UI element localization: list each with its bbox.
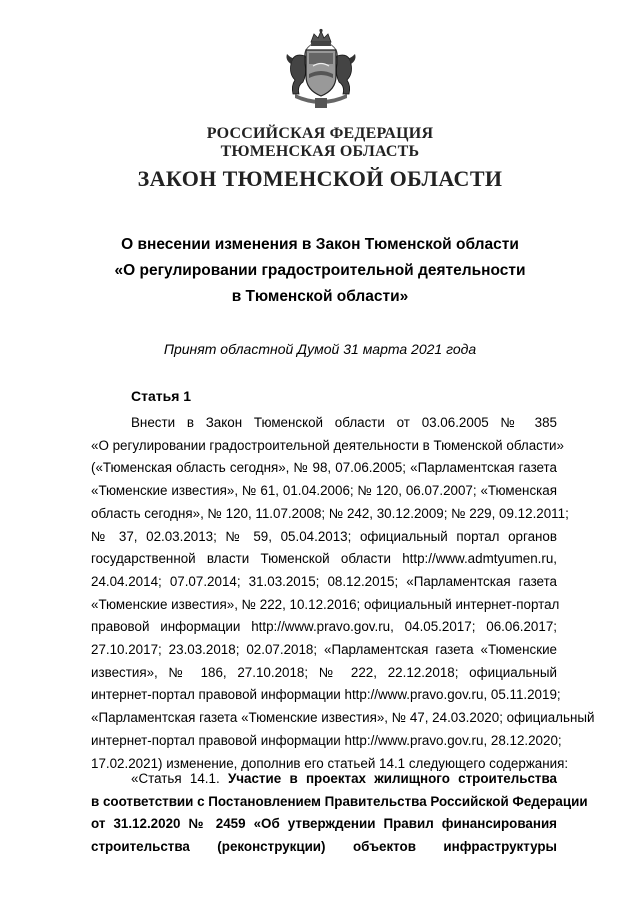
law-title-line-2: «О регулировании градостроительной деятельности <box>114 262 526 279</box>
body-line: область сегодня», № 120, 11.07.2008; № 242, 30.12.2009; № 229, 09.12.2011; <box>91 505 569 521</box>
body-line: № 37, 02.03.2013; № 59, 05.04.2013; официальный портал органов <box>91 528 557 544</box>
header-law-title: ЗАКОН ТЮМЕНСКОЙ ОБЛАСТИ <box>137 166 503 191</box>
body-line: 27.10.2017; 23.03.2018; 02.07.2018; «Парламентская газета «Тюменские <box>91 642 557 658</box>
quote-line: от 31.12.2020 № 2459 «Об утверждении Правил финансирования <box>91 816 557 832</box>
body-line: правовой информации http://www.pravo.gov.ru, 04.05.2017; 06.06.2017; <box>91 619 557 635</box>
body-line: Внести в Закон Тюменской области от 03.06.2005 № 385 <box>131 415 557 430</box>
quote-line: строительства (реконструкции) объектов инфраструктуры <box>91 839 557 855</box>
adoption-date: Принят областной Думой 31 марта 2021 года <box>163 341 477 357</box>
article-body <box>91 412 595 775</box>
body-line: «Тюменские известия», № 61, 01.04.2006; № 120, 06.07.2007; «Тюменская <box>91 483 557 499</box>
body-line: интернет-портал правовой информации http://www.pravo.gov.ru, 05.11.2019; <box>91 687 561 703</box>
body-line: («Тюменская область сегодня», № 98, 07.06.2005; «Парламентская газета <box>91 460 557 476</box>
article-heading: Статья 1 <box>131 388 192 404</box>
new-article-quote <box>91 768 588 859</box>
header-country: РОССИЙСКАЯ ФЕДЕРАЦИЯ <box>206 125 434 142</box>
header-region: ТЮМЕНСКАЯ ОБЛАСТЬ <box>220 143 420 160</box>
body-line: известия», № 186, 27.10.2018; № 222, 22.12.2018; официальный <box>91 664 557 680</box>
quote-line <box>91 768 557 791</box>
quote-article-title: Участие в проектах жилищного строительства <box>227 771 557 786</box>
body-line: государственной власти Тюменской области http://www.admtyumen.ru, <box>91 551 557 567</box>
body-line: «Парламентская газета «Тюменские известия», № 47, 24.03.2020; официальный <box>91 710 595 726</box>
body-line: «О регулировании градостроительной деятельности в Тюменской области» <box>91 437 564 453</box>
body-line: «Тюменские известия», № 222, 10.12.2016; официальный интернет-портал <box>91 596 560 612</box>
body-line: 24.04.2014; 07.07.2014; 31.03.2015; 08.12.2015; «Парламентская газета <box>91 573 557 589</box>
body-line: интернет-портал правовой информации http://www.pravo.gov.ru, 28.12.2020; <box>91 732 562 748</box>
tyumen-coat-of-arms-icon <box>281 28 361 114</box>
body-line: 17.02.2021) изменение, дополнив его статьей 14.1 следующего содержания: <box>91 755 569 771</box>
quote-article-number: «Статья 14.1. <box>131 771 228 786</box>
law-title-line-1: О внесении изменения в Закон Тюменской области <box>121 236 519 253</box>
quote-line: в соответствии с Постановлением Правительства Российской Федерации <box>91 793 588 809</box>
law-title-line-3: в Тюменской области» <box>231 288 409 305</box>
